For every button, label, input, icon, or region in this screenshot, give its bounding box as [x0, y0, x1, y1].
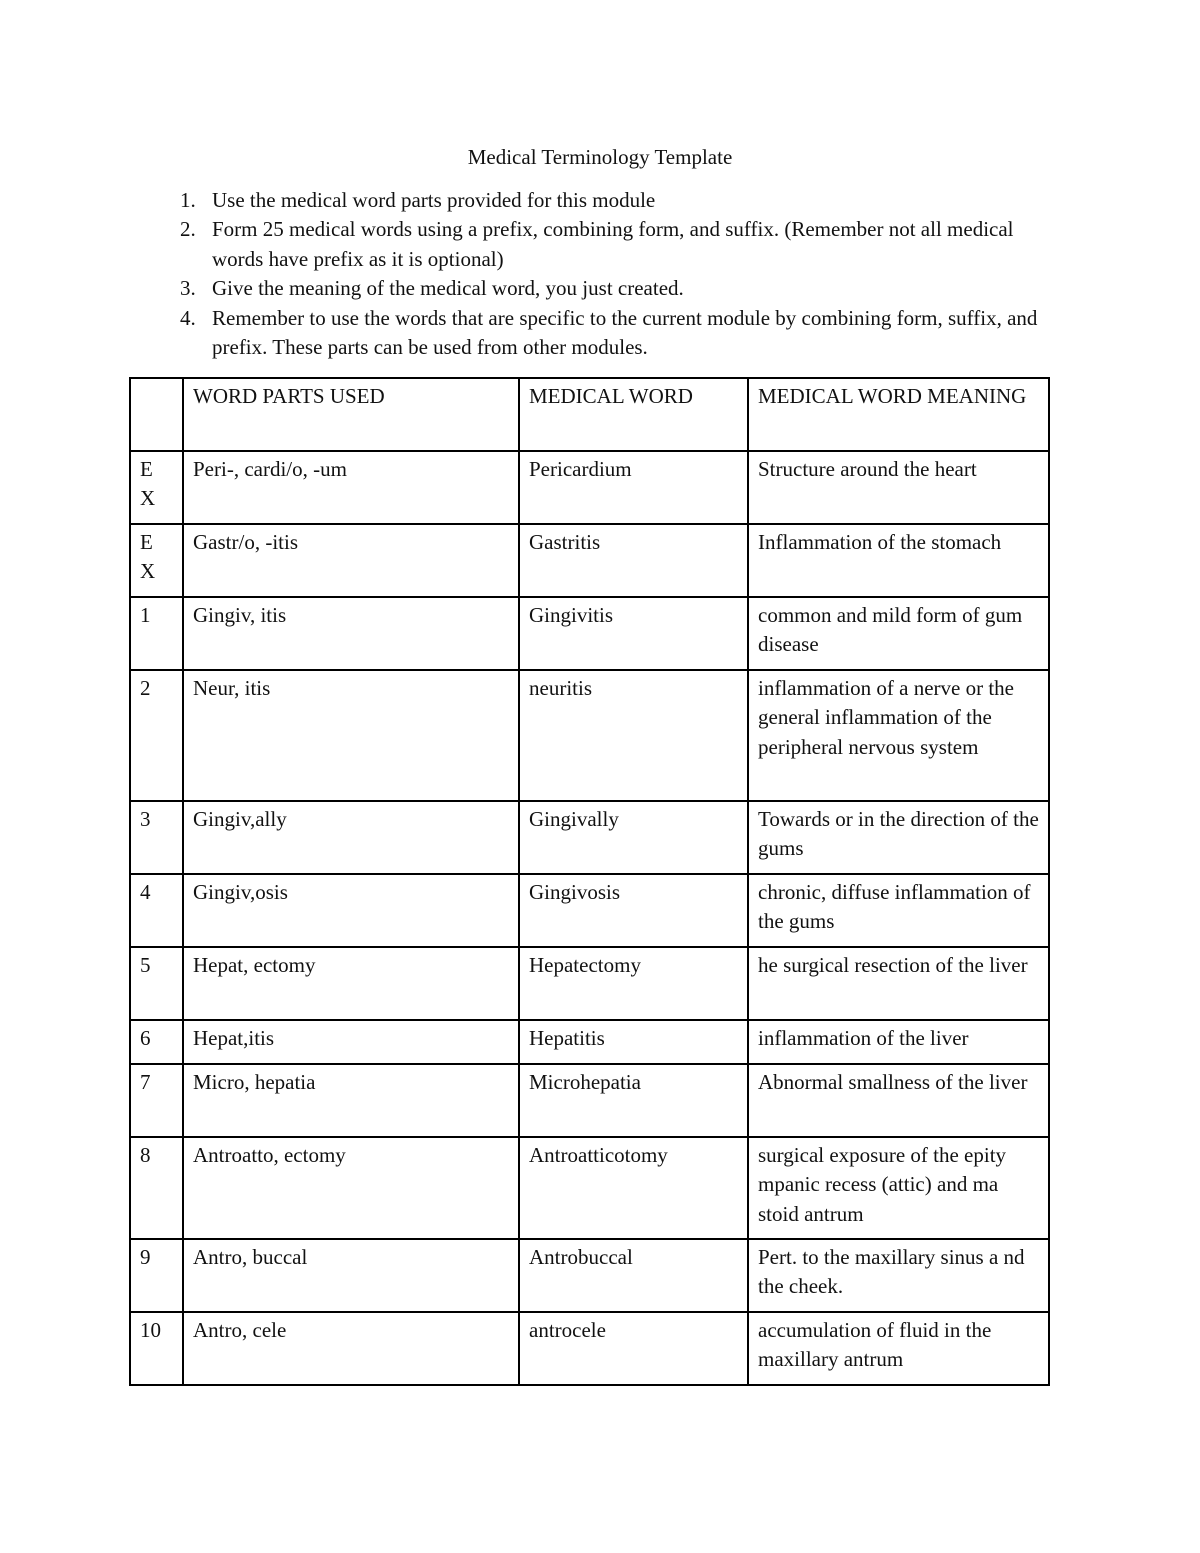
instruction-number: 2. [180, 217, 196, 242]
instruction-number: 3. [180, 276, 196, 301]
instruction-text: Form 25 medical words using a prefix, combining form, and suffix. (Remember not all medical words have prefix as it is optional) [212, 217, 1014, 271]
row-id-cell: 4 [130, 874, 183, 947]
meaning-cell: Towards or in the direction of the gums [748, 801, 1049, 874]
word-parts-cell: Antroatto, ectomy [183, 1137, 519, 1239]
medical-word-cell: Hepatectomy [519, 947, 748, 1020]
row-id: EX [140, 457, 156, 511]
meaning-cell: surgical exposure of the epity mpanic recess (attic) and ma stoid antrum [748, 1137, 1049, 1239]
medical-word-cell: Antrobuccal [519, 1239, 748, 1312]
word-parts-cell: Antro, cele [183, 1312, 519, 1385]
row-id: EX [140, 530, 156, 584]
medical-word-cell: Gingivitis [519, 597, 748, 670]
instruction-text: Remember to use the words that are specific to the current module by combining form, suffix, and prefix. These parts can be used from other modules. [212, 305, 1038, 360]
word-parts-cell: Gastr/o, -itis [183, 524, 519, 597]
word-parts-cell: Hepat,itis [183, 1020, 519, 1064]
instruction-item [180, 215, 1050, 274]
row-id-cell: 7 [130, 1064, 183, 1137]
word-parts-cell: Gingiv,ally [183, 801, 519, 874]
word-parts-cell: Peri-, cardi/o, -um [183, 451, 519, 524]
header-cell-medical-word: MEDICAL WORD [519, 378, 748, 451]
meaning-cell: chronic, diffuse inflammation of the gums [748, 874, 1049, 947]
table-row [130, 874, 1049, 947]
meaning-cell: Structure around the heart [748, 451, 1049, 524]
meaning-cell: Pert. to the maxillary sinus a nd the cheek. [748, 1239, 1049, 1312]
terms-table [129, 377, 1050, 1386]
table-row [130, 1312, 1049, 1385]
meaning-cell: common and mild form of gum disease [748, 597, 1049, 670]
table-row [130, 597, 1049, 670]
word-parts-cell: Micro, hepatia [183, 1064, 519, 1137]
table-row [130, 1020, 1049, 1064]
row-id-cell: 9 [130, 1239, 183, 1312]
row-id-cell: 8 [130, 1137, 183, 1239]
medical-word-cell: antrocele [519, 1312, 748, 1385]
medical-word-cell: Microhepatia [519, 1064, 748, 1137]
word-parts-cell: Gingiv,osis [183, 874, 519, 947]
instruction-number: 4. [180, 305, 196, 330]
header-cell-word-parts: WORD PARTS USED [183, 378, 519, 451]
meaning-cell: Inflammation of the stomach [748, 524, 1049, 597]
meaning-cell: he surgical resection of the liver [748, 947, 1049, 1020]
row-id-cell: 2 [130, 670, 183, 801]
medical-word-cell: Gingivally [519, 801, 748, 874]
header-cell-index [130, 378, 183, 451]
row-id-cell: 10 [130, 1312, 183, 1385]
meaning-cell: inflammation of the liver [748, 1020, 1049, 1064]
table-row [130, 947, 1049, 1020]
table-row [130, 524, 1049, 597]
table-header-row [130, 378, 1049, 451]
medical-word-cell: Hepatitis [519, 1020, 748, 1064]
word-parts-cell: Gingiv, itis [183, 597, 519, 670]
table-row [130, 1064, 1049, 1137]
row-id-cell: 1 [130, 597, 183, 670]
header-cell-meaning: MEDICAL WORD MEANING [748, 378, 1049, 451]
medical-word-cell: Gingivosis [519, 874, 748, 947]
instruction-number: 1. [180, 188, 196, 212]
medical-word-cell: Pericardium [519, 451, 748, 524]
meaning-cell: accumulation of fluid in the maxillary antrum [748, 1312, 1049, 1385]
instruction-text: Use the medical word parts provided for this module [212, 188, 656, 212]
row-id-cell: 5 [130, 947, 183, 1020]
word-parts-cell: Neur, itis [183, 670, 519, 801]
medical-word-cell: Antroatticotomy [519, 1137, 748, 1239]
meaning-cell: inflammation of a nerve or the general inflammation of the peripheral nervous system [748, 670, 1049, 801]
medical-word-cell: Gastritis [519, 524, 748, 597]
instructions-list [180, 186, 1050, 362]
table-row [130, 451, 1049, 524]
table-row [130, 801, 1049, 874]
row-id-cell [130, 451, 183, 524]
table-row [130, 1137, 1049, 1239]
page-title: Medical Terminology Template [467, 145, 733, 169]
table-row [130, 1239, 1049, 1312]
table-row [130, 670, 1049, 801]
row-id-cell: 6 [130, 1020, 183, 1064]
instruction-item [180, 274, 1050, 303]
instruction-item [180, 304, 1050, 363]
row-id-cell [130, 524, 183, 597]
row-id-cell: 3 [130, 801, 183, 874]
instruction-text: Give the meaning of the medical word, you just created. [212, 276, 684, 301]
word-parts-cell: Antro, buccal [183, 1239, 519, 1312]
word-parts-cell: Hepat, ectomy [183, 947, 519, 1020]
meaning-cell: Abnormal smallness of the liver [748, 1064, 1049, 1137]
instruction-item [180, 186, 1050, 215]
medical-word-cell: neuritis [519, 670, 748, 801]
